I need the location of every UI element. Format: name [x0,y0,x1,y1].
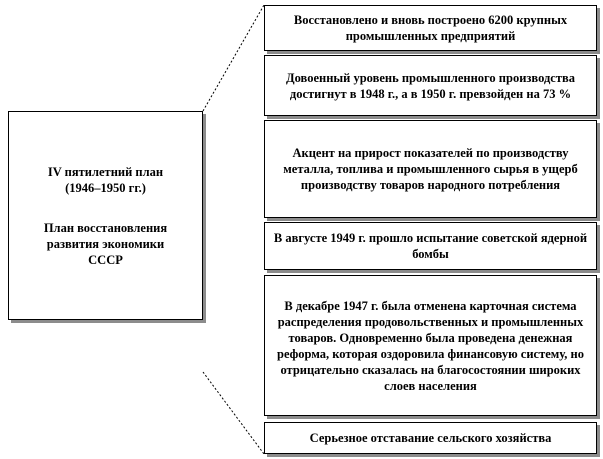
achievement-text-4: В августе 1949 г. прошло испытание советской ядерной бомбы [273,231,588,261]
connector-bottom [203,372,264,454]
five-year-plan-box [8,111,203,320]
achievement-text-5: В декабре 1947 г. была отменена карточная система распределения продовольственных и промышленных товаров. Одновременно была проведена денежная реформа, которая оздоровила финансовую систему, но отрицательно сказалась на благосостоянии широких слоев населения [277,298,584,393]
achievement-box-2 [264,55,597,116]
plan-title: IV пятилетний план [47,164,164,179]
plan-subtitle-2: развития экономики [46,236,165,251]
achievement-text-6: Серьезное отставание сельского хозяйства [309,431,552,445]
connector-top [203,5,264,111]
achievement-box-1 [264,5,597,51]
plan-years: (1946–1950 гг.) [65,180,146,195]
achievement-text-2: Довоенный уровень промышленного производства достигнут в 1948 г., а в 1950 г. превзойден на 73 % [285,70,575,101]
plan-subtitle-3: СССР [88,252,123,267]
achievement-box-6 [264,422,597,454]
plan-subtitle-1: План восстановления [43,220,168,235]
achievement-box-3 [264,120,597,218]
achievement-text-3: Акцент на прирост показателей по производству металла, топлива и промышленного сырья в ущерб производству товаров народного потребления [283,146,578,192]
achievement-box-5 [264,275,597,416]
achievement-text-1: Восстановлено и вновь построено 6200 крупных промышленных предприятий [293,13,568,43]
achievement-box-4 [264,222,597,270]
